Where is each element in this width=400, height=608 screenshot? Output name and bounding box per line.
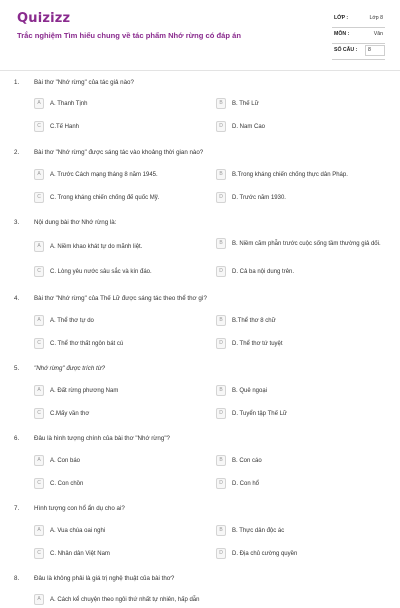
option-text: B. Quê ngoại: [232, 387, 268, 394]
question-text: Đâu là không phải là giá trị nghệ thuật của bài thơ?: [34, 575, 175, 582]
option-text: C. Thể thơ thất ngôn bát cú: [50, 340, 124, 347]
option-text: C.Tế Hanh: [50, 123, 80, 130]
option-text: A. Thanh Tịnh: [50, 100, 88, 107]
option-text: C. Trong kháng chiến chống đế quốc Mỹ.: [50, 194, 160, 201]
option-letter: A: [34, 455, 44, 466]
option-text: D. Nam Cao: [232, 123, 266, 130]
option-letter: B: [216, 238, 226, 249]
question-text: Bài thơ "Nhớ rừng" của tác giả nào?: [34, 79, 134, 86]
question-text: Nội dung bài thơ Nhớ rừng là:: [34, 219, 117, 226]
question-number: 5.: [14, 365, 20, 372]
option-text: A. Thể thơ tự do: [50, 317, 94, 324]
question-text: Đâu là hình tượng chính của bài thơ "Nhớ rừng"?: [34, 435, 170, 442]
question-text: Hình tượng con hổ ẩn dụ cho ai?: [34, 505, 125, 512]
meta-label: SỐ CÂU :: [334, 47, 358, 53]
option-letter: B: [216, 455, 226, 466]
option-text: B. Con cáo: [232, 457, 262, 464]
option-text: D. Trước năm 1930.: [232, 194, 286, 201]
option-letter: D: [216, 548, 226, 559]
option-text: B. Thế Lữ: [232, 100, 259, 107]
meta-value: Văn: [373, 31, 383, 37]
option-letter: A: [34, 315, 44, 326]
option-letter: D: [216, 478, 226, 489]
option-text: B. Thực dân độc ác: [232, 527, 285, 534]
option-text: D. Cả ba nội dung trên.: [232, 268, 295, 275]
option-text: A. Trước Cách mạng tháng 8 năm 1945.: [50, 171, 158, 178]
question-number: 3.: [14, 219, 20, 226]
option-text: D. Con hổ: [232, 480, 260, 487]
option-letter: C: [34, 266, 44, 277]
option-text: C. Nhân dân Việt Nam: [50, 550, 110, 557]
meta-value: Lớp 8: [369, 15, 383, 21]
option-letter: A: [34, 241, 44, 252]
option-letter: C: [34, 192, 44, 203]
question-number: 7.: [14, 505, 20, 512]
option-letter: A: [34, 525, 44, 536]
question-number: 2.: [14, 149, 20, 156]
option-text: C.Mấy vần thơ: [50, 410, 90, 417]
option-letter: C: [34, 408, 44, 419]
option-text: A. Con báo: [50, 457, 81, 464]
question-number: 6.: [14, 435, 20, 442]
option-letter: B: [216, 315, 226, 326]
option-text: A. Niềm khao khát tự do mãnh liệt.: [50, 243, 143, 250]
option-text: D. Thể thơ tứ tuyệt: [232, 340, 283, 347]
meta-label: LỚP :: [334, 15, 349, 21]
option-text: B. Niềm căm phẫn trước cuộc sống tầm thường giả dối.: [232, 240, 381, 247]
option-letter: B: [216, 98, 226, 109]
option-text: D. Địa chủ cường quyền: [232, 550, 298, 557]
option-a[interactable]: [34, 594, 284, 608]
option-letter: B: [216, 525, 226, 536]
page-title: Trắc nghiệm Tìm hiểu chung về tác phẩm Nhớ rừng có đáp án: [17, 31, 241, 40]
header-divider: [0, 70, 400, 71]
question-text: "Nhớ rừng" được trích từ?: [34, 365, 106, 372]
worksheet-header: [0, 0, 400, 70]
option-letter: B: [216, 169, 226, 180]
option-text: D. Tuyển tập Thế Lữ: [232, 410, 287, 417]
option-letter: A: [34, 98, 44, 109]
option-letter: D: [216, 338, 226, 349]
option-text: A. Vua chúa oai nghi: [50, 527, 106, 534]
option-letter: C: [34, 548, 44, 559]
option-text: A. Đất rừng phương Nam: [50, 387, 119, 394]
option-letter: A: [34, 594, 44, 605]
option-text: B.Thể thơ 8 chữ: [232, 317, 276, 324]
meta-row-count: [332, 44, 385, 60]
option-letter: D: [216, 192, 226, 203]
option-letter: B: [216, 385, 226, 396]
option-letter: A: [34, 169, 44, 180]
option-letter: A: [34, 385, 44, 396]
option-text: B.Trong kháng chiến chống thực dân Pháp.: [232, 171, 348, 178]
meta-table: [332, 12, 385, 60]
quizizz-logo: Quizizz: [17, 11, 71, 26]
question-number: 1.: [14, 79, 20, 86]
meta-label: MÔN :: [334, 31, 350, 37]
option-letter: D: [216, 121, 226, 132]
option-letter: C: [34, 121, 44, 132]
question-number: 4.: [14, 295, 20, 302]
question-text: Bài thơ "Nhớ rừng" của Thế Lữ được sáng tác theo thể thơ gì?: [34, 295, 207, 302]
option-letter: D: [216, 266, 226, 277]
option-text: C. Con chồn: [50, 480, 84, 487]
question-text: Bài thơ "Nhớ rừng" được sáng tác vào khoảng thời gian nào?: [34, 149, 204, 156]
question-number: 8.: [14, 575, 20, 582]
option-text: A. Cách kể chuyện theo ngôi thứ nhất tự nhiên, hấp dẫn: [50, 596, 200, 603]
meta-row-subject: [332, 28, 385, 44]
option-text: C. Lòng yêu nước sâu sắc và kín đáo.: [50, 268, 152, 275]
meta-value: 8: [368, 47, 371, 53]
option-letter: C: [34, 338, 44, 349]
option-letter: C: [34, 478, 44, 489]
option-letter: D: [216, 408, 226, 419]
meta-row-grade: [332, 12, 385, 28]
